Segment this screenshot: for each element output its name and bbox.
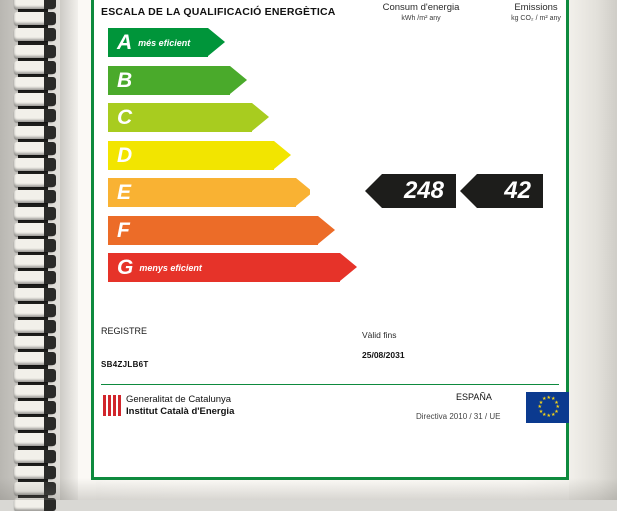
- eu-star-icon: ★: [538, 408, 544, 415]
- binding-coil: [14, 320, 54, 333]
- binding-coil: [14, 288, 54, 301]
- scale-letter: C: [117, 106, 133, 129]
- generalitat-line2: Institut Català d'Energia: [126, 406, 235, 417]
- spiral-binding: [0, 0, 96, 500]
- eu-star-icon: ★: [542, 411, 547, 418]
- binding-coil: [14, 498, 54, 511]
- scan-artifact: [310, 172, 364, 210]
- energy-column-header: [356, 2, 486, 22]
- scale-arrow-icon: [252, 103, 269, 131]
- energy-certificate: [91, 0, 569, 480]
- scale-row-g: [108, 253, 358, 282]
- binding-coil: [14, 401, 54, 414]
- co2-column-title: Emissions: [514, 2, 558, 13]
- binding-coil: [14, 417, 54, 430]
- binding-coil: [14, 223, 54, 236]
- scale-bar-d: [108, 141, 274, 170]
- binding-dark-column: [18, 0, 48, 506]
- co2-rating-badge: [477, 174, 543, 208]
- binding-coil: [14, 239, 54, 252]
- binding-coil: [14, 433, 54, 446]
- binding-coil: [14, 369, 54, 382]
- scale-bar-g: [108, 253, 340, 282]
- page-edge-fold: [60, 0, 78, 500]
- binding-coil: [14, 304, 54, 317]
- eu-flag-icon: [526, 392, 572, 423]
- binding-coil: [14, 482, 54, 495]
- validity-date: 25/08/2031: [362, 350, 405, 360]
- energy-column-title: Consum d'energia: [382, 2, 460, 13]
- scale-bar-b: [108, 66, 230, 95]
- scale-letter: G: [117, 256, 134, 279]
- binding-coil: [14, 271, 54, 284]
- scale-bar-e: [108, 178, 296, 207]
- badge-arrow-icon: [365, 174, 382, 208]
- registry-code: SB4ZJLB6T: [101, 360, 149, 369]
- scale-letter: D: [117, 143, 133, 167]
- eu-star-icon: ★: [546, 413, 551, 419]
- binding-coil: [14, 207, 54, 220]
- scale-arrow-icon: [340, 253, 357, 281]
- energy-column-units: kWh /m² any: [401, 15, 441, 22]
- energy-rating-badge: [382, 174, 456, 208]
- binding-coil: [14, 450, 54, 463]
- eu-star-icon: ★: [537, 404, 542, 410]
- scale-row-a: [108, 28, 358, 57]
- validity-label: Vàlid fins: [362, 330, 397, 340]
- binding-coil: [14, 466, 54, 479]
- scale-note: més eficient: [138, 37, 191, 48]
- eu-star-icon: ★: [542, 396, 547, 403]
- scale-row-b: [108, 66, 358, 95]
- binding-coil: [14, 255, 54, 268]
- footer-divider: [101, 384, 559, 385]
- eu-star-icon: ★: [551, 396, 556, 403]
- binding-coil: [14, 12, 54, 25]
- page-right-edge: [569, 0, 617, 500]
- eu-star-icon: ★: [554, 399, 559, 406]
- scale-note: menys eficient: [139, 262, 202, 273]
- scale-arrow-icon: [208, 28, 225, 56]
- scale-arrow-icon: [274, 141, 291, 169]
- catalonia-flag-icon: [101, 395, 120, 416]
- binding-coil: [14, 93, 54, 106]
- scale-letter: B: [117, 68, 133, 92]
- directive-label: Directiva 2010 / 31 / UE: [416, 412, 501, 421]
- binding-coil: [14, 77, 54, 90]
- eu-star-icon: ★: [546, 395, 551, 401]
- co2-column-units: kg CO₂ / m² any: [511, 15, 561, 22]
- scale-arrow-icon: [230, 66, 247, 94]
- binding-coil: [14, 45, 54, 58]
- scale-bar-a: [108, 28, 208, 57]
- country-label: ESPAÑA: [456, 392, 492, 402]
- scale-arrow-icon: [318, 216, 335, 244]
- scale-row-d: [108, 141, 358, 170]
- scale-row-c: [108, 103, 358, 132]
- eu-star-icon: ★: [538, 399, 544, 406]
- scale-letter: F: [117, 218, 130, 242]
- page-title: ESCALA DE LA QUALIFICACIÓ ENERGÈTICA: [101, 6, 336, 18]
- eu-star-icon: ★: [554, 408, 559, 415]
- binding-coil: [14, 385, 54, 398]
- scale-letter: E: [117, 181, 132, 204]
- binding-coil: [14, 190, 54, 203]
- efficiency-scale: [108, 28, 358, 291]
- binding-coil: [14, 142, 54, 155]
- binding-coil: [14, 28, 54, 41]
- binding-coil: [14, 0, 54, 9]
- co2-rating-value: 42: [504, 177, 531, 204]
- binding-coil: [14, 352, 54, 365]
- generalitat-logo-block: [101, 394, 234, 417]
- generalitat-text: [126, 394, 234, 417]
- scale-bar-c: [108, 103, 252, 132]
- binding-coil: [14, 61, 54, 74]
- binding-coil: [14, 158, 54, 171]
- scale-row-f: [108, 216, 358, 245]
- scale-bar-f: [108, 216, 318, 245]
- binding-coil: [14, 336, 54, 349]
- binding-coil: [14, 126, 54, 139]
- binding-coil: [14, 109, 54, 122]
- registry-label: REGISTRE: [101, 326, 148, 336]
- scale-letter: A: [117, 31, 133, 54]
- eu-star-icon: ★: [555, 404, 560, 410]
- generalitat-line1: Generalitat de Catalunya: [126, 394, 232, 405]
- binding-coil: [14, 174, 54, 187]
- energy-rating-value: 248: [403, 177, 444, 204]
- badge-arrow-icon: [460, 174, 477, 208]
- eu-star-icon: ★: [551, 411, 556, 418]
